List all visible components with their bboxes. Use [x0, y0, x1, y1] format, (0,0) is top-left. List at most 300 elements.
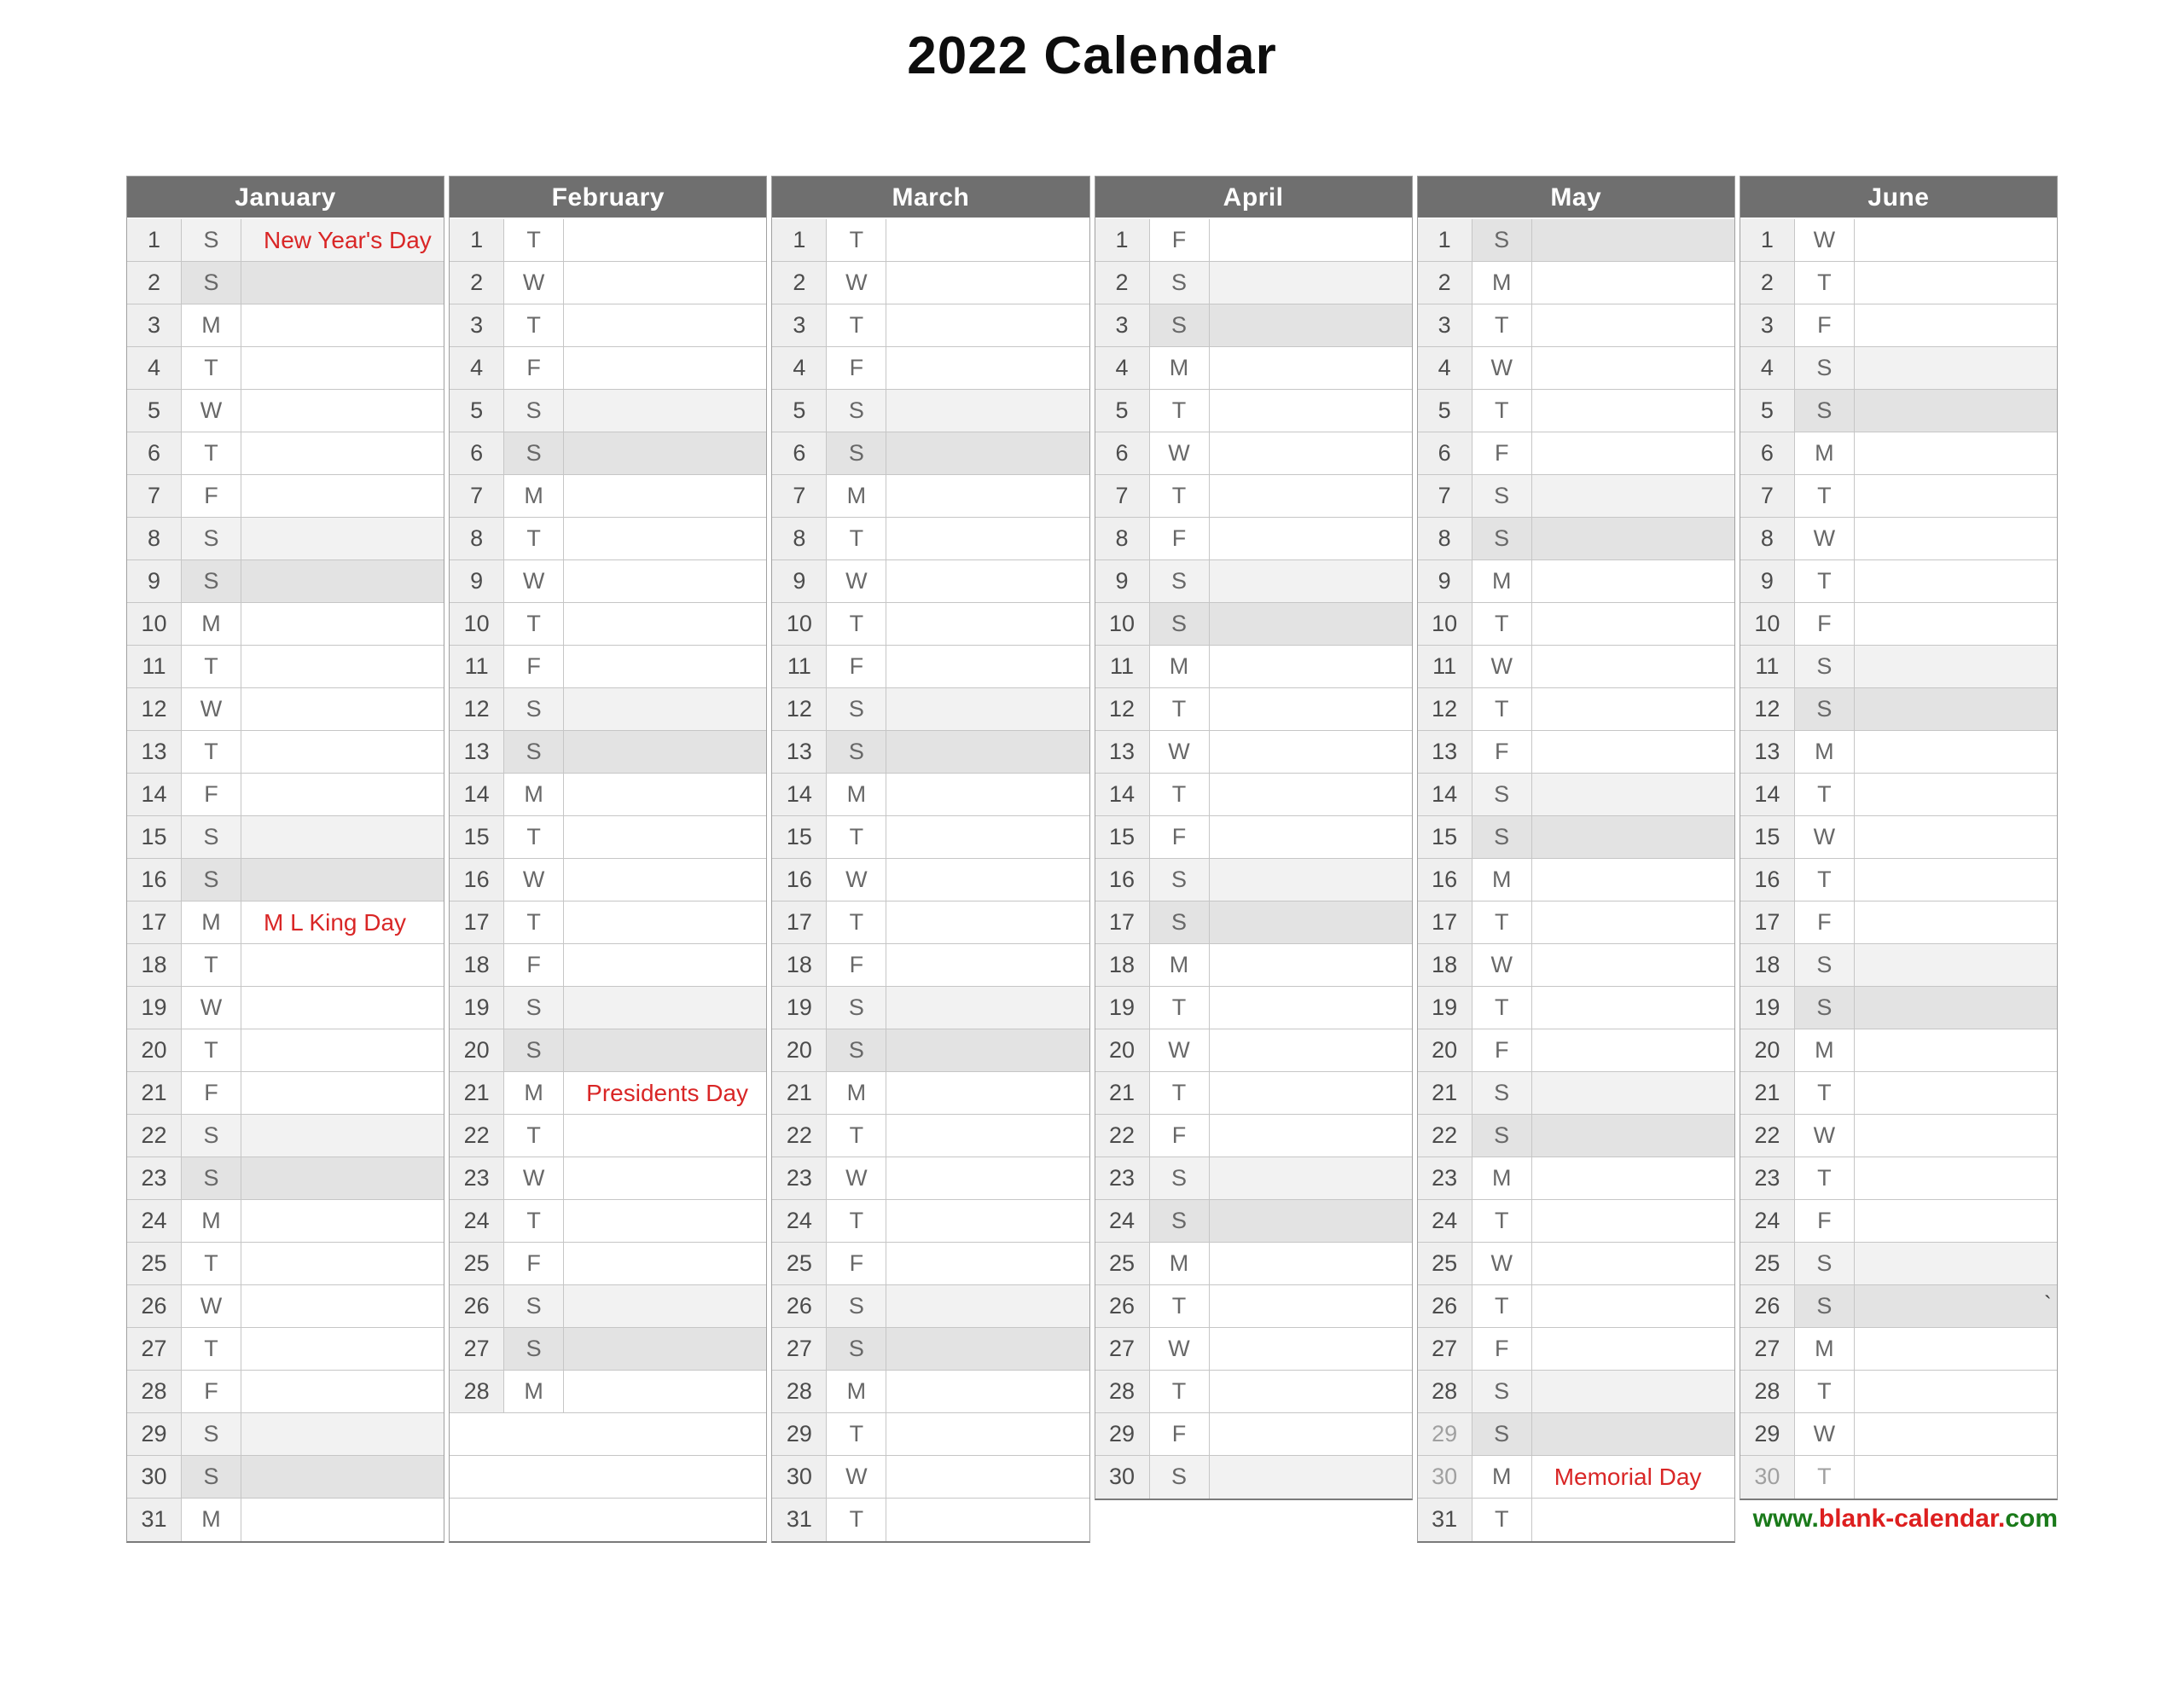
notes-cell — [241, 1200, 444, 1242]
day-row — [127, 1328, 444, 1371]
day-row — [1418, 1157, 1734, 1200]
day-row — [1095, 646, 1412, 688]
day-row — [450, 1029, 766, 1072]
day-number: 13 — [772, 731, 827, 773]
notes-cell — [1210, 390, 1412, 432]
notes-cell — [1532, 774, 1734, 815]
notes-cell — [1855, 1285, 2057, 1327]
day-row — [1418, 432, 1734, 475]
day-of-week-letter: S — [827, 432, 886, 474]
notes-cell — [1210, 688, 1412, 730]
day-row — [772, 1328, 1089, 1371]
day-number: 23 — [1095, 1157, 1150, 1199]
day-of-week-letter: T — [182, 646, 241, 687]
notes-cell — [1532, 390, 1734, 432]
day-of-week-letter: S — [1795, 347, 1855, 389]
day-row — [127, 432, 444, 475]
day-of-week-letter: T — [1795, 1456, 1855, 1499]
day-of-week-letter: T — [827, 1499, 886, 1541]
notes-cell — [1855, 219, 2057, 261]
holiday-label: Memorial Day — [1554, 1464, 1702, 1490]
notes-cell — [1532, 560, 1734, 602]
day-of-week-letter: F — [1472, 731, 1532, 773]
day-row — [127, 347, 444, 390]
notes-cell — [241, 304, 444, 346]
day-number: 27 — [127, 1328, 182, 1370]
day-number: 4 — [1740, 347, 1795, 389]
notes-cell — [886, 603, 1089, 645]
notes-cell — [1532, 432, 1734, 474]
day-row — [450, 432, 766, 475]
day-number: 30 — [1418, 1456, 1472, 1498]
day-row — [1740, 560, 2057, 603]
notes-cell — [1532, 262, 1734, 304]
day-number: 25 — [450, 1243, 504, 1284]
day-row — [1095, 1371, 1412, 1413]
day-number: 26 — [1418, 1285, 1472, 1327]
notes-cell — [564, 816, 766, 858]
day-of-week-letter: F — [1795, 1200, 1855, 1242]
month-column-february — [449, 176, 767, 1543]
notes-cell — [886, 432, 1089, 474]
notes-cell — [564, 475, 766, 517]
day-of-week-letter: T — [504, 901, 564, 943]
day-row — [127, 1157, 444, 1200]
notes-cell — [564, 219, 766, 261]
notes-cell — [1532, 1328, 1734, 1370]
day-row — [1418, 688, 1734, 731]
day-of-week-letter: T — [1472, 603, 1532, 645]
day-number: 6 — [1740, 432, 1795, 474]
notes-cell — [886, 859, 1089, 901]
day-number: 8 — [772, 518, 827, 559]
day-number: 9 — [1095, 560, 1150, 602]
day-row — [1418, 1413, 1734, 1456]
notes-cell — [564, 987, 766, 1029]
day-number: 20 — [772, 1029, 827, 1071]
day-number: 3 — [1740, 304, 1795, 346]
day-row — [1095, 901, 1412, 944]
day-row — [450, 774, 766, 816]
day-of-week-letter: S — [1472, 219, 1532, 261]
holiday-label: New Year's Day — [241, 219, 444, 261]
day-number: 24 — [1095, 1200, 1150, 1242]
day-number: 25 — [1740, 1243, 1795, 1284]
day-of-week-letter: M — [504, 1371, 564, 1412]
day-row — [1095, 262, 1412, 304]
notes-cell — [564, 1115, 766, 1157]
day-row — [127, 1029, 444, 1072]
notes-cell — [241, 944, 444, 986]
day-row — [1740, 1200, 2057, 1243]
day-of-week-letter: T — [1150, 1371, 1210, 1412]
day-of-week-letter: T — [504, 304, 564, 346]
day-of-week-letter: S — [1472, 774, 1532, 815]
day-of-week-letter: T — [1472, 688, 1532, 730]
day-number: 18 — [772, 944, 827, 986]
notes-cell — [241, 987, 444, 1029]
day-row — [772, 1285, 1089, 1328]
notes-cell — [1210, 816, 1412, 858]
day-row — [450, 1328, 766, 1371]
day-row — [772, 1499, 1089, 1541]
notes-cell — [241, 1115, 444, 1157]
notes-cell — [1855, 390, 2057, 432]
day-of-week-letter: T — [1150, 475, 1210, 517]
day-number: 15 — [1095, 816, 1150, 858]
day-row — [127, 390, 444, 432]
day-of-week-letter: W — [827, 560, 886, 602]
month-header: January — [127, 177, 444, 219]
day-of-week-letter: T — [504, 1200, 564, 1242]
day-number: 1 — [450, 219, 504, 261]
notes-cell — [886, 1029, 1089, 1071]
day-of-week-letter: S — [1472, 518, 1532, 559]
notes-cell — [241, 432, 444, 474]
notes-cell — [241, 1328, 444, 1370]
notes-cell — [564, 944, 766, 986]
notes-cell — [1210, 859, 1412, 901]
day-number: 24 — [1740, 1200, 1795, 1242]
day-of-week-letter: S — [1472, 1413, 1532, 1455]
notes-cell — [564, 603, 766, 645]
day-number: 12 — [1095, 688, 1150, 730]
notes-cell — [1532, 1115, 1734, 1157]
notes-cell — [564, 347, 766, 389]
notes-cell — [1210, 987, 1412, 1029]
day-of-week-letter: W — [1150, 731, 1210, 773]
day-number: 18 — [1418, 944, 1472, 986]
day-of-week-letter: M — [504, 1072, 564, 1114]
day-of-week-letter: F — [1795, 901, 1855, 943]
day-number: 30 — [1095, 1456, 1150, 1499]
notes-cell — [1532, 859, 1734, 901]
day-of-week-letter: S — [182, 1157, 241, 1199]
day-row — [450, 1371, 766, 1413]
day-of-week-letter: F — [1150, 219, 1210, 261]
day-number: 20 — [1740, 1029, 1795, 1071]
day-row — [1095, 1029, 1412, 1072]
notes-cell — [564, 518, 766, 559]
day-of-week-letter: S — [827, 987, 886, 1029]
day-number: 1 — [772, 219, 827, 261]
day-number: 7 — [127, 475, 182, 517]
empty-filler-row — [450, 1456, 766, 1499]
day-of-week-letter: T — [827, 219, 886, 261]
day-number: 14 — [1095, 774, 1150, 815]
day-row — [450, 944, 766, 987]
notes-cell — [1210, 1285, 1412, 1327]
day-row — [1418, 646, 1734, 688]
day-number: 11 — [127, 646, 182, 687]
notes-cell — [1210, 1157, 1412, 1199]
notes-cell — [564, 432, 766, 474]
day-of-week-letter: F — [1795, 603, 1855, 645]
notes-cell — [564, 1243, 766, 1284]
day-row — [127, 1200, 444, 1243]
notes-cell — [564, 1371, 766, 1412]
day-of-week-letter: F — [1150, 1115, 1210, 1157]
day-number: 23 — [1740, 1157, 1795, 1199]
day-number: 19 — [450, 987, 504, 1029]
day-row — [450, 1243, 766, 1285]
day-row — [772, 774, 1089, 816]
day-number: 19 — [772, 987, 827, 1029]
notes-cell — [886, 347, 1089, 389]
notes-cell — [241, 1157, 444, 1199]
day-row — [772, 859, 1089, 901]
day-row — [127, 1371, 444, 1413]
day-number: 25 — [1095, 1243, 1150, 1284]
day-row — [127, 219, 444, 262]
day-of-week-letter: S — [1795, 390, 1855, 432]
notes-cell — [1210, 475, 1412, 517]
day-number: 27 — [1418, 1328, 1472, 1370]
day-of-week-letter: T — [827, 1115, 886, 1157]
day-number: 4 — [772, 347, 827, 389]
day-of-week-letter: T — [1795, 1072, 1855, 1114]
notes-cell — [1210, 646, 1412, 687]
notes-cell — [1210, 1072, 1412, 1114]
day-of-week-letter: S — [1150, 1157, 1210, 1199]
day-row — [772, 560, 1089, 603]
day-number: 19 — [127, 987, 182, 1029]
day-number: 3 — [1095, 304, 1150, 346]
day-number: 3 — [1418, 304, 1472, 346]
day-of-week-letter: S — [827, 1029, 886, 1071]
day-row — [772, 1072, 1089, 1115]
notes-cell — [1532, 901, 1734, 943]
notes-cell — [241, 646, 444, 687]
day-row — [1418, 1371, 1734, 1413]
day-of-week-letter: S — [182, 1115, 241, 1157]
day-of-week-letter: W — [1472, 944, 1532, 986]
day-number: 10 — [127, 603, 182, 645]
day-row — [772, 432, 1089, 475]
notes-cell — [886, 987, 1089, 1029]
day-row — [450, 603, 766, 646]
day-of-week-letter: S — [1795, 688, 1855, 730]
day-of-week-letter: W — [1795, 518, 1855, 559]
day-row — [1095, 304, 1412, 347]
day-row — [1418, 219, 1734, 262]
day-number: 22 — [450, 1115, 504, 1157]
notes-cell — [1855, 603, 2057, 645]
notes-cell — [886, 1328, 1089, 1370]
day-of-week-letter: W — [827, 859, 886, 901]
day-row — [450, 1115, 766, 1157]
notes-cell — [886, 944, 1089, 986]
day-row — [1740, 390, 2057, 432]
day-row — [1740, 944, 2057, 987]
day-of-week-letter: T — [827, 1413, 886, 1455]
day-row — [127, 646, 444, 688]
holiday-label: M L King Day — [264, 909, 407, 936]
day-of-week-letter: T — [1795, 262, 1855, 304]
day-number: 30 — [1740, 1456, 1795, 1499]
day-of-week-letter: M — [1795, 432, 1855, 474]
day-number: 15 — [1418, 816, 1472, 858]
day-row — [1095, 1456, 1412, 1499]
day-number: 30 — [127, 1456, 182, 1498]
day-of-week-letter: W — [1795, 1115, 1855, 1157]
notes-cell — [241, 1029, 444, 1071]
day-of-week-letter: F — [182, 1371, 241, 1412]
day-row — [1095, 219, 1412, 262]
month-column-may — [1417, 176, 1735, 1543]
day-row — [1095, 390, 1412, 432]
notes-cell — [886, 1413, 1089, 1455]
day-of-week-letter: T — [1795, 1371, 1855, 1412]
day-number: 12 — [450, 688, 504, 730]
day-of-week-letter: W — [827, 262, 886, 304]
notes-cell — [241, 688, 444, 730]
day-row — [450, 475, 766, 518]
day-of-week-letter: F — [504, 347, 564, 389]
notes-cell — [1532, 347, 1734, 389]
day-number: 29 — [127, 1413, 182, 1455]
day-number: 17 — [1740, 901, 1795, 943]
day-number: 19 — [1418, 987, 1472, 1029]
notes-cell — [1210, 1243, 1412, 1284]
day-number: 5 — [1418, 390, 1472, 432]
notes-cell — [886, 262, 1089, 304]
day-row — [1095, 816, 1412, 859]
notes-cell — [886, 731, 1089, 773]
day-row — [772, 987, 1089, 1029]
day-row — [1740, 1243, 2057, 1285]
day-number: 1 — [127, 219, 182, 261]
day-number: 7 — [1095, 475, 1150, 517]
day-of-week-letter: T — [827, 603, 886, 645]
website-credit-middle: blank-calendar. — [1818, 1504, 2006, 1533]
day-row — [1095, 1115, 1412, 1157]
day-of-week-letter: T — [1150, 1072, 1210, 1114]
notes-cell — [886, 560, 1089, 602]
notes-cell — [241, 1499, 444, 1541]
notes-cell — [1855, 774, 2057, 815]
day-number: 7 — [1740, 475, 1795, 517]
day-number: 17 — [1418, 901, 1472, 943]
notes-cell — [241, 1456, 444, 1498]
day-row — [1418, 1328, 1734, 1371]
day-of-week-letter: F — [182, 774, 241, 815]
day-of-week-letter: S — [504, 390, 564, 432]
day-number: 8 — [1740, 518, 1795, 559]
day-number: 1 — [1095, 219, 1150, 261]
day-number: 24 — [772, 1200, 827, 1242]
day-of-week-letter: T — [1795, 774, 1855, 815]
day-row — [450, 731, 766, 774]
month-column-january — [126, 176, 444, 1543]
day-number: 4 — [1418, 347, 1472, 389]
day-row — [1095, 1072, 1412, 1115]
day-row — [450, 560, 766, 603]
day-row — [772, 1371, 1089, 1413]
day-of-week-letter: M — [1795, 1029, 1855, 1071]
notes-cell — [1855, 262, 2057, 304]
day-of-week-letter: M — [1150, 646, 1210, 687]
notes-cell — [1210, 1371, 1412, 1412]
notes-cell — [1855, 688, 2057, 730]
notes-cell — [564, 390, 766, 432]
day-number: 19 — [1095, 987, 1150, 1029]
notes-cell — [564, 1285, 766, 1327]
day-number: 5 — [1095, 390, 1150, 432]
day-row — [772, 1456, 1089, 1499]
day-row — [772, 1157, 1089, 1200]
day-number: 13 — [127, 731, 182, 773]
notes-cell — [1532, 518, 1734, 559]
day-of-week-letter: W — [1472, 646, 1532, 687]
empty-filler-row — [450, 1499, 766, 1541]
month-column-march — [771, 176, 1089, 1543]
day-of-week-letter: T — [1795, 475, 1855, 517]
day-number: 15 — [127, 816, 182, 858]
day-of-week-letter: T — [1472, 1499, 1532, 1541]
day-of-week-letter: M — [1472, 1157, 1532, 1199]
notes-cell — [1210, 944, 1412, 986]
notes-cell — [1855, 987, 2057, 1029]
day-of-week-letter: F — [504, 944, 564, 986]
day-row — [450, 859, 766, 901]
notes-cell — [241, 774, 444, 815]
day-row — [1418, 603, 1734, 646]
notes-cell — [241, 347, 444, 389]
day-of-week-letter: T — [1150, 390, 1210, 432]
day-of-week-letter: S — [827, 1285, 886, 1327]
notes-cell — [1210, 560, 1412, 602]
notes-cell — [1855, 560, 2057, 602]
month-header: February — [450, 177, 766, 219]
notes-cell — [564, 1157, 766, 1199]
day-row — [772, 1200, 1089, 1243]
day-row — [1740, 774, 2057, 816]
day-of-week-letter: T — [1150, 774, 1210, 815]
day-of-week-letter: S — [182, 262, 241, 304]
day-of-week-letter: W — [827, 1456, 886, 1498]
day-row — [1740, 304, 2057, 347]
day-row — [1418, 859, 1734, 901]
day-row — [1095, 1243, 1412, 1285]
notes-cell — [1855, 518, 2057, 559]
day-row — [127, 603, 444, 646]
notes-cell — [886, 1371, 1089, 1412]
day-number: 14 — [1740, 774, 1795, 815]
day-row — [1095, 774, 1412, 816]
day-of-week-letter: W — [827, 1157, 886, 1199]
day-number: 11 — [1095, 646, 1150, 687]
day-number: 27 — [1095, 1328, 1150, 1370]
day-row — [1418, 1115, 1734, 1157]
day-number: 10 — [1740, 603, 1795, 645]
notes-cell — [1855, 901, 2057, 943]
day-row — [1740, 1328, 2057, 1371]
day-of-week-letter: S — [827, 731, 886, 773]
notes-cell — [886, 688, 1089, 730]
day-number: 8 — [1095, 518, 1150, 559]
day-row — [1740, 262, 2057, 304]
day-row — [772, 688, 1089, 731]
day-of-week-letter: W — [1150, 1029, 1210, 1071]
day-of-week-letter: T — [1795, 859, 1855, 901]
day-number: 24 — [127, 1200, 182, 1242]
day-number: 28 — [1740, 1371, 1795, 1412]
day-of-week-letter: M — [1150, 944, 1210, 986]
day-of-week-letter: S — [827, 688, 886, 730]
day-of-week-letter: F — [504, 1243, 564, 1284]
notes-cell — [1855, 1456, 2057, 1499]
